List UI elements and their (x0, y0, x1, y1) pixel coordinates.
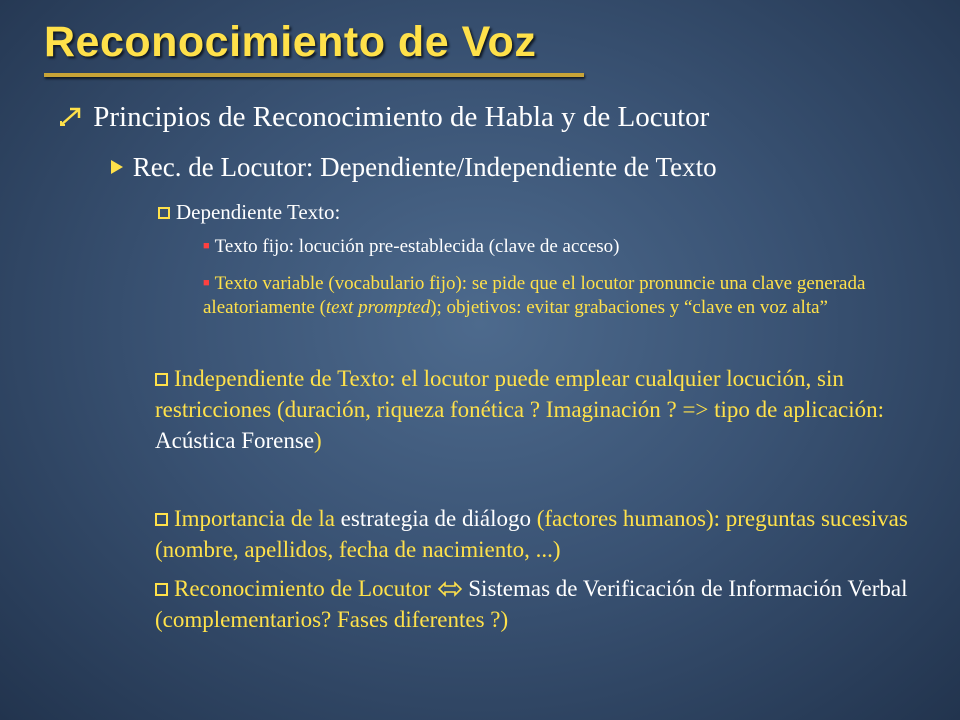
checkbox-bullet-icon (155, 373, 168, 386)
square-bullet-icon: ■ (203, 277, 210, 289)
importancia-text-b: estrategia de diálogo (340, 506, 531, 531)
reconocimiento-text-b: Sistemas de Verificación de Información Verbal (468, 576, 908, 601)
bullet-level1-text: Principios de Reconocimiento de Habla y de Locutor (93, 101, 710, 133)
dep-item-2-text-b: ); objetivos: evitar grabaciones y “clave en voz alta” (430, 297, 828, 318)
dep-item-1-text: Texto fijo: locución pre-establecida (clave de acceso) (214, 236, 620, 257)
dep-texto-label: Dependiente Texto: (176, 200, 341, 224)
importancia-bullet (155, 503, 925, 565)
double-arrow-icon (437, 576, 469, 601)
arrow-bullet-icon (58, 101, 93, 133)
dep-item-2 (203, 271, 938, 320)
indep-text-a: Independiente de Texto: el locutor puede emplear cualquier locución, sin restricciones (duración, riqueza fonética ? Imaginación ? => tipo de aplicación: (155, 366, 885, 422)
reconocimiento-bullet (155, 573, 925, 635)
title-underline (44, 73, 584, 77)
importancia-text-a: Importancia de la (174, 506, 341, 531)
dep-item-2-text-a: Texto variable (vocabulario fijo): se pide que el locutor pronuncie una clave generada aleatoriamente ( (203, 273, 866, 318)
bullet-level2-text: Rec. de Locutor: Dependiente/Independiente de Texto (132, 152, 717, 182)
square-bullet-icon: ■ (203, 240, 210, 252)
checkbox-bullet-icon (155, 583, 168, 596)
dep-item-2-italic: text prompted (325, 297, 431, 318)
indep-text-b: Acústica Forense (155, 428, 315, 453)
reconocimiento-text-a: Reconocimiento de Locutor (174, 576, 437, 601)
bullet-level1 (58, 101, 709, 134)
dep-item-1 (203, 234, 938, 259)
indep-texto-bullet (155, 363, 925, 456)
slide-title: Reconocimiento de Voz (44, 18, 537, 66)
checkbox-bullet-icon (158, 207, 170, 219)
bullet-level2 (108, 152, 717, 183)
dep-texto-heading (158, 200, 340, 225)
importancia-text-c: (factores humanos): preguntas sucesivas (nombre, apellidos, fecha de nacimiento, ...) (155, 506, 908, 562)
reconocimiento-text-c: (complementarios? Fases diferentes ?) (155, 607, 509, 632)
checkbox-bullet-icon (155, 513, 168, 526)
indep-text-c: ) (314, 428, 322, 453)
triangle-bullet-icon (108, 152, 133, 182)
